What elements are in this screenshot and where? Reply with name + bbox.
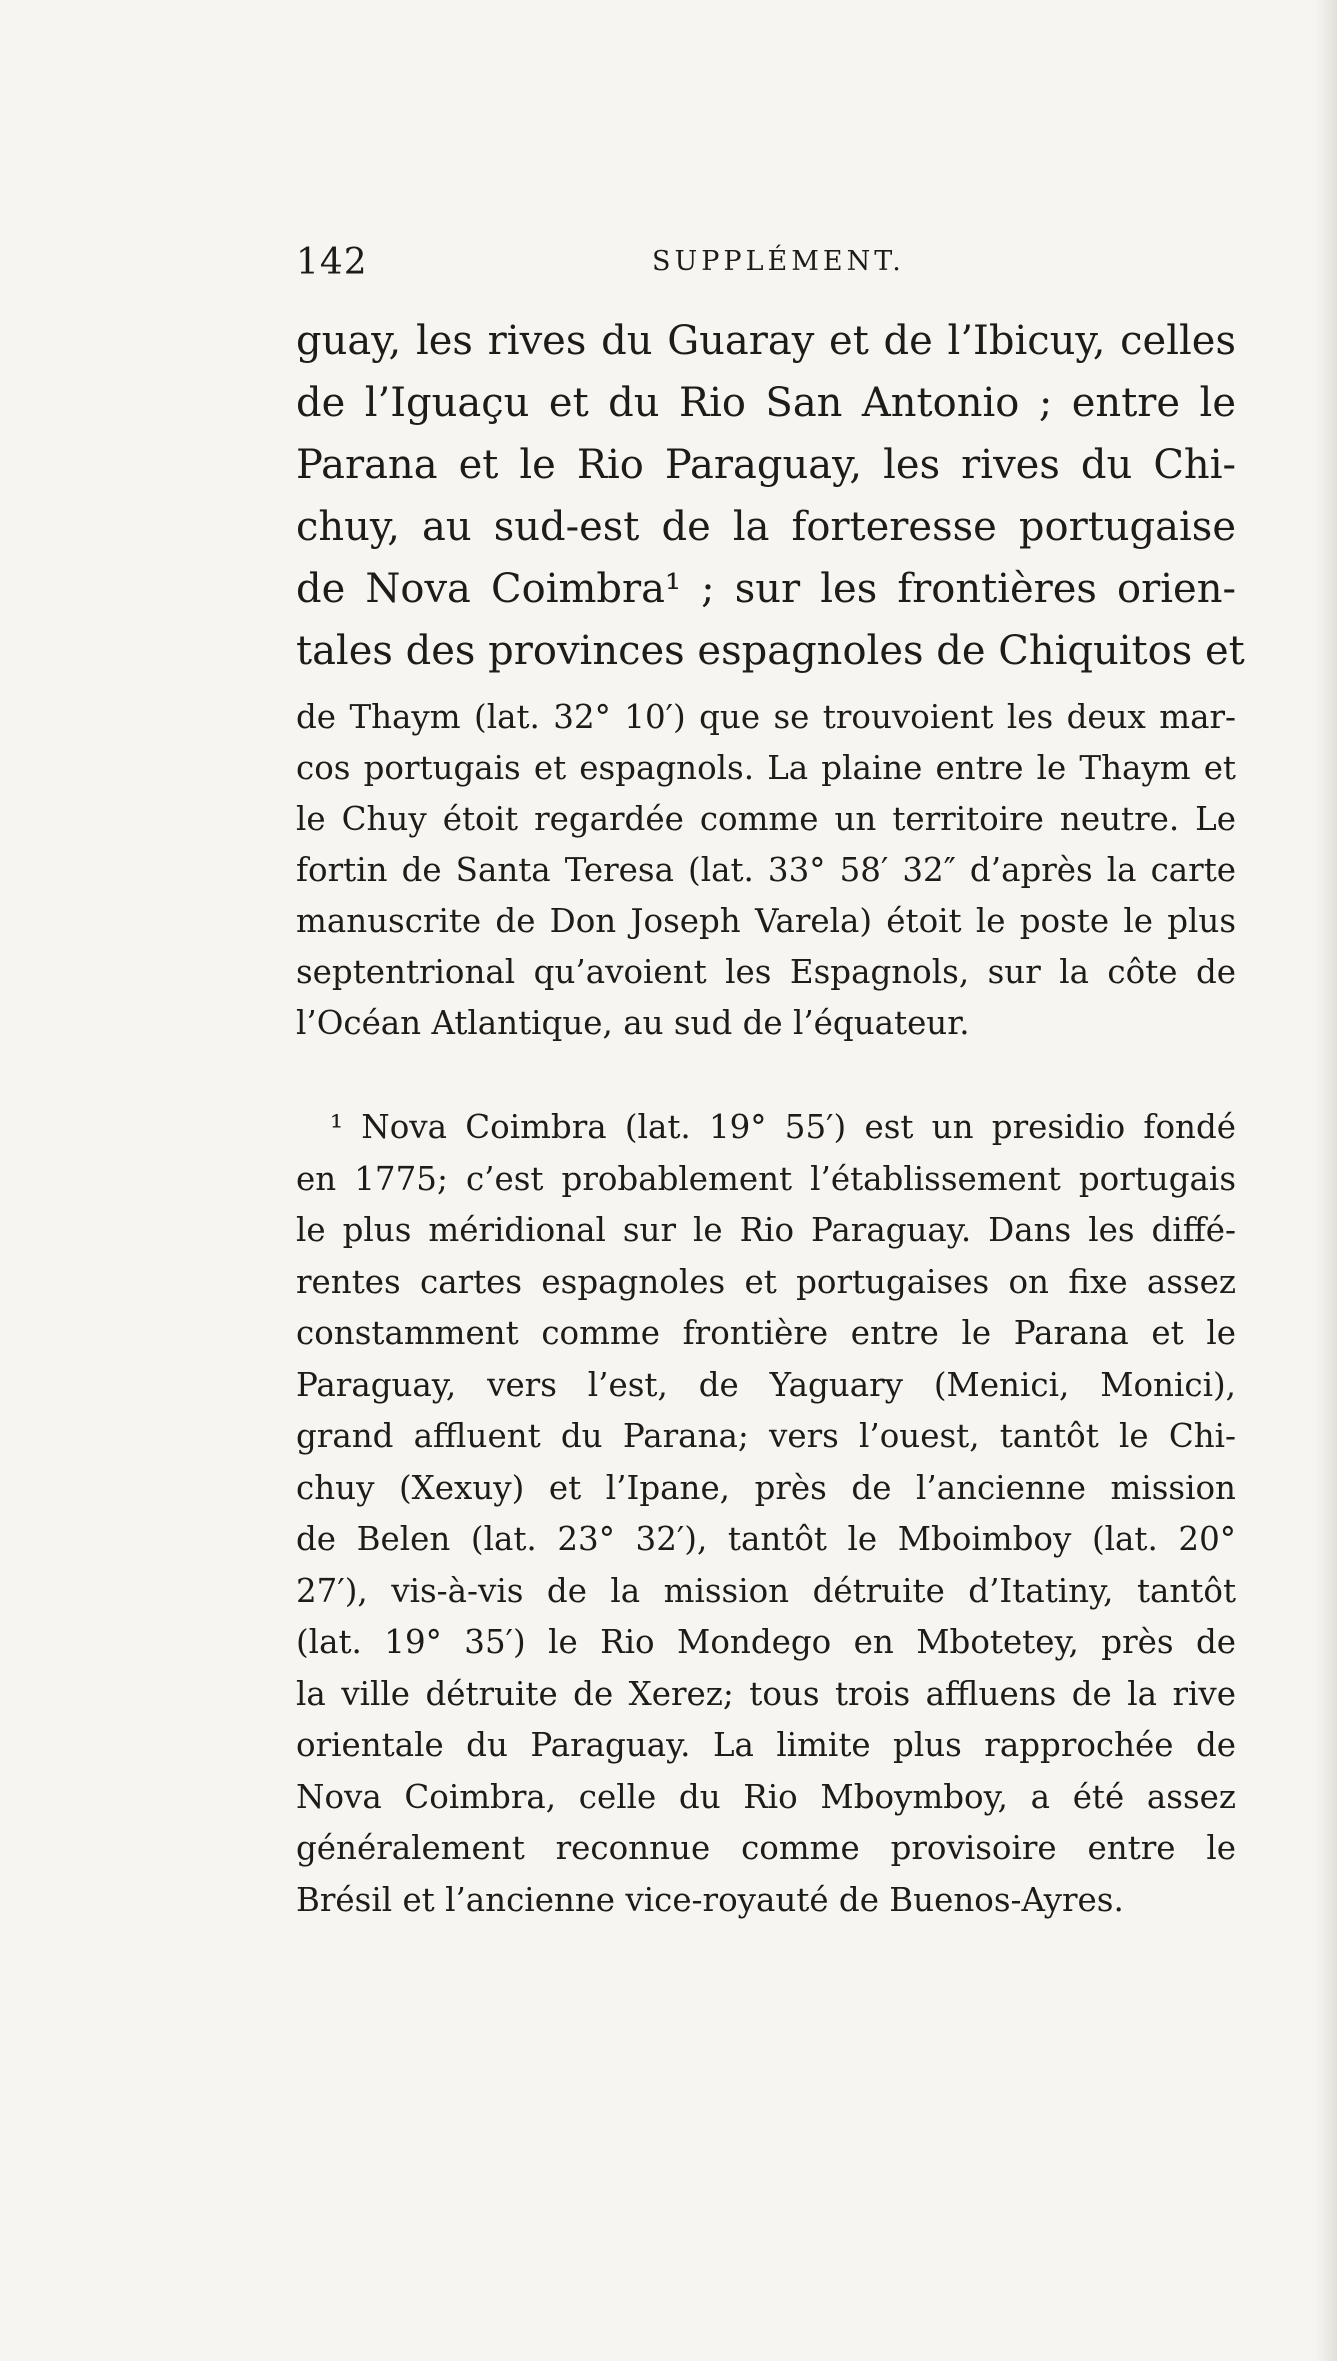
page-number: 142 [296,242,368,283]
footnote-line: chuy (Xexuy) et l’Ipane, près de l’ancienne mission [296,1468,1236,1507]
footnote-line: Paraguay, vers l’est, de Yaguary (Menici, Monici), [296,1365,1236,1404]
continued-text-line: fortin de Santa Teresa (lat. 33° 58′ 32″ d’après la carte [296,851,1236,889]
footnote [296,1102,1236,1926]
main-text-line: guay, les rives du Guaray et de l’Ibicuy, celles [296,318,1236,364]
continued-text-line: cos portugais et espagnols. La plaine entre le Thaym et [296,749,1236,787]
footnote-line: généralement reconnue comme provisoire entre le [296,1829,1236,1867]
continued-text-line: le Chuy étoit regardée comme un territoire neutre. Le [296,800,1236,838]
footnote-line: (lat. 19° 35′) le Rio Mondego en Mbotetey, près de [296,1623,1236,1661]
continued-text-line: l’Océan Atlantique, au sud de l’équateur. [296,1004,970,1042]
footnote-line: le plus méridional sur le Rio Paraguay. Dans les diffé- [296,1211,1236,1249]
footnote-line: Nova Coimbra, celle du Rio Mboymboy, a été assez [296,1777,1236,1816]
main-text-block [296,310,1245,682]
main-text-line: de Nova Coimbra¹ ; sur les frontières orien- [296,566,1236,612]
continued-text-block [296,692,1236,1049]
footnote-line: constamment comme frontière entre le Parana et le [296,1314,1236,1352]
footnote-line: grand affluent du Parana; vers l’ouest, tantôt le Chi- [296,1417,1236,1455]
footnote-line: 27′), vis-à-vis de la mission détruite d’Itatiny, tantôt [296,1571,1236,1610]
section-title: SUPPLÉMENT. [652,246,905,277]
main-text-line: tales des provinces espagnoles de Chiquitos et [296,628,1245,674]
footnote-line: rentes cartes espagnoles et portugaises on fixe assez [296,1262,1236,1301]
page-edge-shadow [1315,0,1337,2361]
continued-text-line: manuscrite de Don Joseph Varela) étoit le poste le plus [296,902,1236,940]
footnote-line: Brésil et l’ancienne vice-royauté de Buenos-Ayres. [296,1880,1124,1919]
footnote-line: en 1775; c’est probablement l’établissement portugais [296,1159,1236,1198]
footnote-line: orientale du Paraguay. La limite plus rapprochée de [296,1726,1236,1764]
footnote-line: de Belen (lat. 23° 32′), tantôt le Mboimboy (lat. 20° [296,1520,1236,1558]
main-text-line: de l’Iguaçu et du Rio San Antonio ; entre le [296,380,1236,426]
main-text-line: chuy, au sud-est de la forteresse portugaise [296,504,1236,550]
footnote-line: la ville détruite de Xerez; tous trois affluens de la rive [296,1674,1236,1713]
footnote-line: ¹ Nova Coimbra (lat. 19° 55′) est un presidio fondé [330,1108,1236,1146]
continued-text-line: septentrional qu’avoient les Espagnols, sur la côte de [296,953,1236,991]
running-head [296,242,1236,282]
continued-text-line: de Thaym (lat. 32° 10′) que se trouvoient les deux mar- [296,698,1236,736]
main-text-line: Parana et le Rio Paraguay, les rives du Chi- [296,442,1236,488]
